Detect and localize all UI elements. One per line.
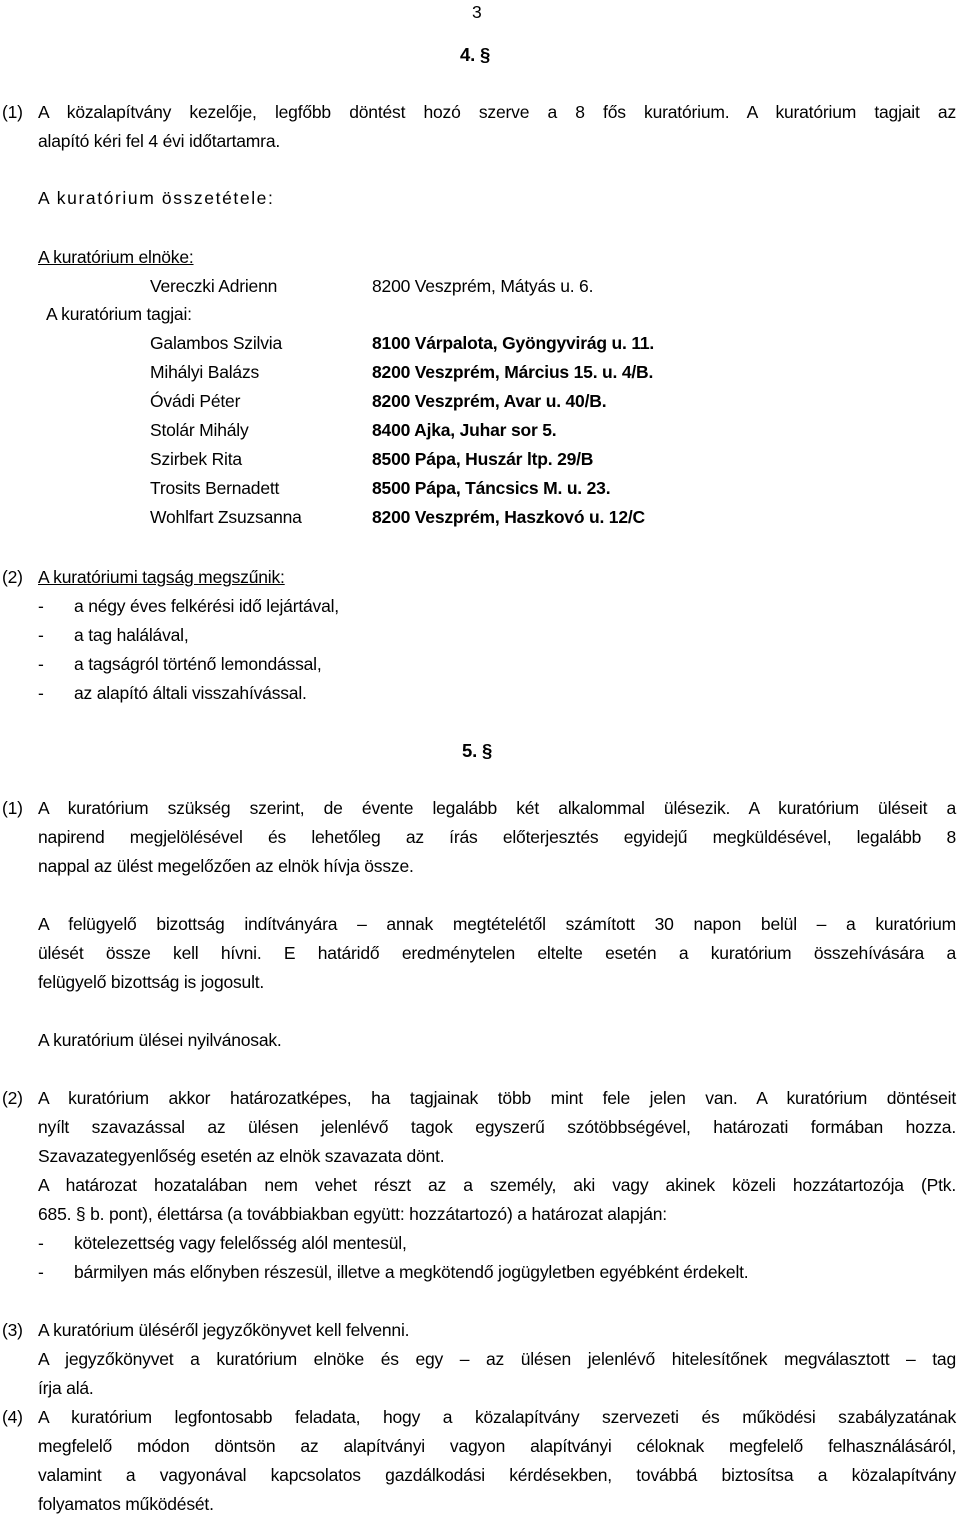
member-name: Szirbek Rita (150, 449, 242, 469)
member-name: Wohlfart Zsuzsanna (150, 507, 302, 527)
s5-p1-line-3: nappal az ülést megelőzően az elnök hívja össze. (38, 856, 414, 876)
list-item: az alapító általi visszahívással. (74, 683, 307, 703)
s4-p2-number: (2) (2, 567, 23, 587)
member-address: 8100 Várpalota, Gyöngyvirág u. 11. (372, 333, 655, 353)
s5-p1c: A kuratórium ülései nyilvánosak. (38, 1030, 282, 1050)
chair-label: A kuratórium elnöke: (38, 247, 194, 267)
s5-p3-line-2: A jegyzőkönyvet a kuratórium elnöke és egy – az ülésen jelenlévő hitelesítőnek megválasztott – tag (38, 1349, 956, 1369)
s4-p1-number: (1) (2, 102, 23, 122)
list-dash: - (38, 596, 44, 616)
s5-p1-line-2: napirend megjelölésével és lehetőleg az írás előterjesztés egyidejű megküldésével, legalább 8 (38, 827, 956, 847)
s5-p1b-line-2: ülését össze kell hívni. E határidő eredménytelen eltelte esetén a kuratórium összehívására a (38, 943, 956, 963)
list-item: kötelezettség vagy felelősség alól mentesül, (74, 1233, 407, 1253)
s4-p1-line-2: alapító kéri fel 4 évi időtartamra. (38, 131, 281, 151)
section-4-heading: 4. § (460, 44, 491, 65)
list-dash: - (38, 625, 44, 645)
member-name: Óvádi Péter (150, 391, 241, 411)
s5-p2-line-2: nyílt szavazással az ülésen jelenlévő tagok egyszerű szótöbbségével, határozati formában hozza. (38, 1117, 956, 1137)
chair-address: 8200 Veszprém, Mátyás u. 6. (372, 276, 594, 296)
member-address: 8200 Veszprém, Haszkovó u. 12/C (372, 507, 645, 527)
s5-p2-number: (2) (2, 1088, 23, 1108)
member-name: Mihályi Balázs (150, 362, 260, 382)
s5-p1-number: (1) (2, 798, 23, 818)
s5-p3-line-3: írja alá. (38, 1378, 94, 1398)
chair-name: Vereczki Adrienn (150, 276, 278, 296)
s5-p4-line-3: valamint a vagyonával kapcsolatos gazdálkodási kérdésekben, továbbá biztosítsa a közalapítvány (38, 1465, 956, 1485)
page-number: 3 (472, 2, 482, 22)
member-address: 8200 Veszprém, Március 15. u. 4/B. (372, 362, 654, 382)
composition-label: A kuratórium összetétele: (38, 188, 275, 208)
s5-p2-line-3: Szavazategyenlőség esetén az elnök szavazata dönt. (38, 1146, 445, 1166)
member-name: Trosits Bernadett (150, 478, 280, 498)
s5-p3-number: (3) (2, 1320, 23, 1340)
list-item: a tag halálával, (74, 625, 189, 645)
member-address: 8200 Veszprém, Avar u. 40/B. (372, 391, 607, 411)
s5-p1-line-1: A kuratórium szükség szerint, de évente legalább két alkalommal ülésezik. A kuratórium üléseit a (38, 798, 956, 818)
member-address: 8500 Pápa, Táncsics M. u. 23. (372, 478, 611, 498)
list-item: bármilyen más előnyben részesül, illetve a megkötendő jogügyletben egyébként érdekelt. (74, 1262, 749, 1282)
s5-p4-line-2: megfelelő módon döntsön az alapítványi vagyon alapítványi céloknak megfelelő felhasználásáról, (38, 1436, 956, 1456)
s5-p2-line-1: A kuratórium akkor határozatképes, ha tagjainak több mint fele jelen van. A kuratórium döntéseit (38, 1088, 956, 1108)
list-dash: - (38, 683, 44, 703)
s5-p2-line-5: 685. § b. pont), élettársa (a továbbiakban együtt: hozzátartozó) a határozat alapján: (38, 1204, 667, 1224)
s4-p1-line-1: A közalapítvány kezelője, legfőbb döntést hozó szerve a 8 fős kuratórium. A kuratórium tagjait az (38, 102, 956, 122)
s5-p4-line-1: A kuratórium legfontosabb feladata, hogy a közalapítvány szervezeti és működési szabályzatának (38, 1407, 956, 1427)
s5-p2-line-4: A határozat hozatalában nem vehet részt az a személy, aki vagy akinek közeli hozzátartozója (Ptk. (38, 1175, 956, 1195)
s5-p1b-line-1: A felügyelő bizottság indítványára – annak megtételétől számított 30 napon belül – a kuratórium (38, 914, 956, 934)
s5-p1b-line-3: felügyelő bizottság is jogosult. (38, 972, 265, 992)
s5-p4-number: (4) (2, 1407, 23, 1427)
list-dash: - (38, 654, 44, 674)
s4-p2-label: A kuratóriumi tagság megszűnik: (38, 567, 285, 587)
members-label: A kuratórium tagjai: (46, 304, 192, 324)
list-item: a négy éves felkérési idő lejártával, (74, 596, 339, 616)
member-address: 8400 Ajka, Juhar sor 5. (372, 420, 557, 440)
section-5-heading: 5. § (462, 740, 493, 761)
s5-p4-line-4: folyamatos működését. (38, 1494, 214, 1514)
member-name: Galambos Szilvia (150, 333, 282, 353)
list-item: a tagságról történő lemondással, (74, 654, 322, 674)
list-dash: - (38, 1262, 44, 1282)
list-dash: - (38, 1233, 44, 1253)
s5-p3-line-1: A kuratórium üléséről jegyzőkönyvet kell felvenni. (38, 1320, 410, 1340)
member-address: 8500 Pápa, Huszár ltp. 29/B (372, 449, 594, 469)
member-name: Stolár Mihály (150, 420, 249, 440)
